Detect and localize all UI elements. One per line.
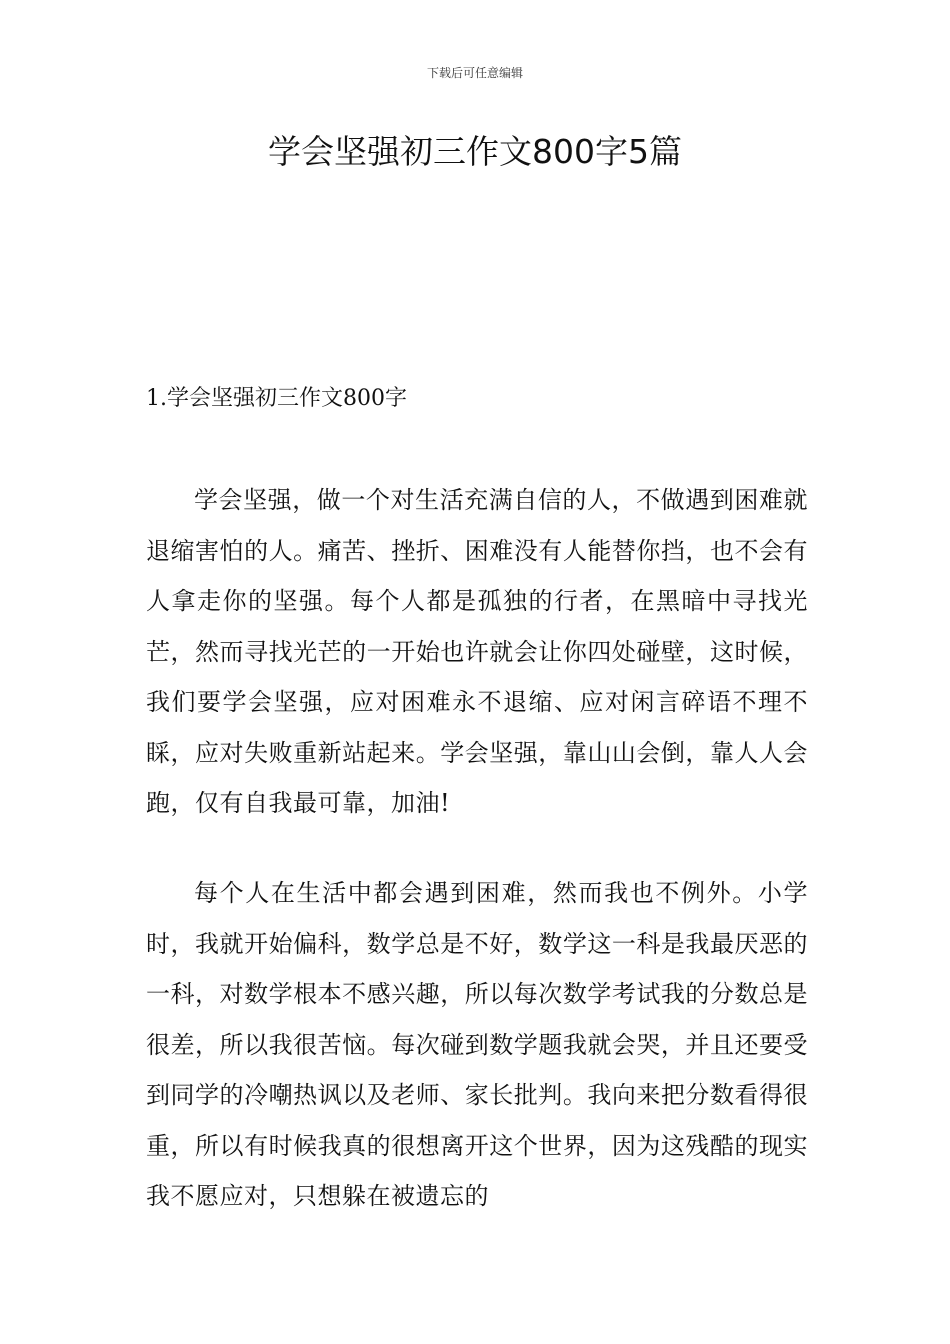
header-note: 下载后可任意编辑 <box>426 66 523 80</box>
paragraph-1: 学会坚强，做一个对生活充满自信的人，不做遇到困难就退缩害怕的人。痛苦、挫折、困难没有人能替你挡，也不会有人拿走你的坚强。每个人都是孤独的行者，在黑暗中寻找光芒，然而寻找光芒的一开始也许就会让你四处碰壁，这时候，我们要学会坚强，应对困难永不退缩、应对闲言碎语不理不睬，应对失败重新站起来。学会坚强，靠山山会倒，靠人人会跑，仅有自我最可靠，加油! <box>146 486 808 817</box>
section-heading: 1.学会坚强初三作文800字 <box>146 386 407 411</box>
document-title: 学会坚强初三作文800字5篇 <box>268 132 682 171</box>
paragraph-2: 每个人在生活中都会遇到困难，然而我也不例外。小学时，我就开始偏科，数学总是不好，数学这一科是我最厌恶的一科，对数学根本不感兴趣，所以每次数学考试我的分数总是很差，所以我很苦恼。每次碰到数学题我就会哭，并且还要受到同学的冷嘲热讽以及老师、家长批判。我向来把分数看得很重，所以有时候我真的很想离开这个世界，因为这残酷的现实我不愿应对，只想躲在被遗忘的 <box>146 879 808 1210</box>
